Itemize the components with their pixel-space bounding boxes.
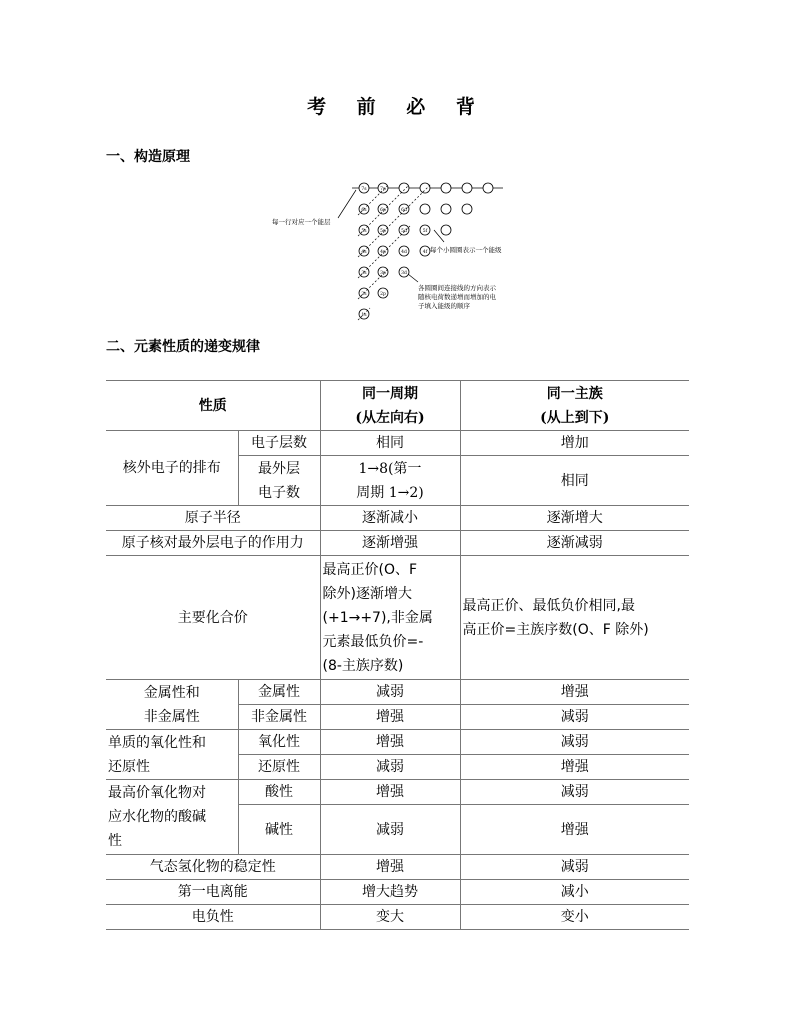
energy-level-label: 3s (361, 271, 367, 276)
force-period: 逐渐增强 (320, 531, 460, 556)
aufbau-diagram (268, 170, 528, 330)
radius-period: 逐渐减小 (320, 506, 460, 531)
element-properties-table (106, 380, 689, 930)
table-row (106, 880, 689, 905)
table-row (106, 431, 689, 456)
energy-level-label: 3p (380, 271, 386, 276)
diagram-label-arrow-3: 子填入能级的顺序 (418, 302, 470, 310)
section-heading-trends: 二、元素性质的递变规律 (106, 339, 260, 355)
metal-sub: 金属性 (238, 680, 320, 705)
table-row (106, 556, 689, 680)
acidity-group: 减弱 (460, 780, 689, 805)
metal-period: 减弱 (320, 680, 460, 705)
shells-group: 增加 (460, 431, 689, 456)
force-label: 原子核对最外层电子的作用力 (106, 531, 320, 556)
energy-level-label: 1s (361, 313, 367, 318)
radius-label: 原子半径 (106, 506, 320, 531)
energy-level-label: 7s (361, 187, 367, 192)
table-row (106, 680, 689, 705)
hydride-group: 减弱 (460, 855, 689, 880)
table-row (106, 855, 689, 880)
energy-level-label: 6d (401, 208, 407, 213)
outer-electrons-period: 1→8(第一 周期 1→2) (320, 456, 460, 506)
oxidizing-sub: 氧化性 (238, 730, 320, 755)
energy-level-label: 2s (361, 292, 367, 297)
table-row (106, 780, 689, 805)
nonmetal-sub: 非金属性 (238, 705, 320, 730)
energy-level-label: 5p (380, 229, 386, 234)
diagram-label-circle: 每个小圆圈表示一个能级 (430, 246, 502, 254)
energy-level-label: 4s (361, 250, 367, 255)
diagram-label-arrow-2: 随核电荷数递增而增加的电 (418, 293, 496, 301)
valence-group: 最高正价、最低负价相同,最 高正价=主族序数(O、F 除外) (460, 556, 689, 680)
energy-level-label: 6s (361, 208, 367, 213)
hydride-label: 气态氢化物的稳定性 (106, 855, 320, 880)
hydrate-label: 最高价氧化物对 应水化物的酸碱 性 (106, 780, 238, 855)
section-heading-aufbau: 一、构造原理 (106, 149, 190, 165)
header-property: 性质 (106, 381, 320, 431)
valence-period: 最高正价(O、F 除外)逐渐增大 (+1→+7),非金属 元素最低负价=- (8-主族序数) (320, 556, 460, 680)
energy-level-label: 4f (422, 250, 428, 255)
reducing-group: 增强 (460, 755, 689, 780)
electronegativity-period: 变大 (320, 905, 460, 930)
shells-label: 电子层数 (238, 431, 320, 456)
page-title: 考 前 必 背 (307, 96, 487, 118)
acidity-sub: 酸性 (238, 780, 320, 805)
force-group: 逐渐减弱 (460, 531, 689, 556)
electron-arrangement-label: 核外电子的排布 (106, 431, 238, 506)
reducing-sub: 还原性 (238, 755, 320, 780)
table-row (106, 506, 689, 531)
ionization-label: 第一电离能 (106, 880, 320, 905)
valence-label: 主要化合价 (106, 556, 320, 680)
table-row (106, 905, 689, 930)
basicity-group: 增强 (460, 805, 689, 855)
redox-label: 单质的氧化性和 还原性 (106, 730, 238, 780)
electronegativity-group: 变小 (460, 905, 689, 930)
basicity-sub: 碱性 (238, 805, 320, 855)
metal-group: 增强 (460, 680, 689, 705)
energy-level-label: 3d (401, 271, 407, 276)
acidity-period: 增强 (320, 780, 460, 805)
diagram-label-row: 每一行对应一个能层 (272, 218, 331, 226)
basicity-period: 减弱 (320, 805, 460, 855)
diagram-label-arrow-1: 各圆圈间连接线的方向表示 (418, 284, 496, 292)
energy-level-label: 5f (422, 229, 428, 234)
ionization-group: 减小 (460, 880, 689, 905)
nonmetal-group: 减弱 (460, 705, 689, 730)
nonmetal-period: 增强 (320, 705, 460, 730)
energy-level-label: 4p (380, 250, 386, 255)
energy-level-label: 4d (401, 250, 407, 255)
table-row (106, 730, 689, 755)
energy-level-label: 5d (401, 229, 407, 234)
header-group: 同一主族 (从上到下) (460, 381, 689, 431)
oxidizing-period: 增强 (320, 730, 460, 755)
metallicity-label: 金属性和 非金属性 (106, 680, 238, 730)
hydride-period: 增强 (320, 855, 460, 880)
shells-period: 相同 (320, 431, 460, 456)
electronegativity-label: 电负性 (106, 905, 320, 930)
reducing-period: 减弱 (320, 755, 460, 780)
energy-level-label: 5s (361, 229, 367, 234)
header-period: 同一周期 (从左向右) (320, 381, 460, 431)
outer-electrons-group: 相同 (460, 456, 689, 506)
radius-group: 逐渐增大 (460, 506, 689, 531)
oxidizing-group: 减弱 (460, 730, 689, 755)
table-row (106, 531, 689, 556)
table-header-row (106, 381, 689, 431)
ionization-period: 增大趋势 (320, 880, 460, 905)
energy-level-label: 7p (380, 187, 386, 192)
outer-electrons-label: 最外层 电子数 (238, 456, 320, 506)
energy-level-label: 2p (380, 292, 386, 297)
energy-level-label: 6p (380, 208, 386, 213)
